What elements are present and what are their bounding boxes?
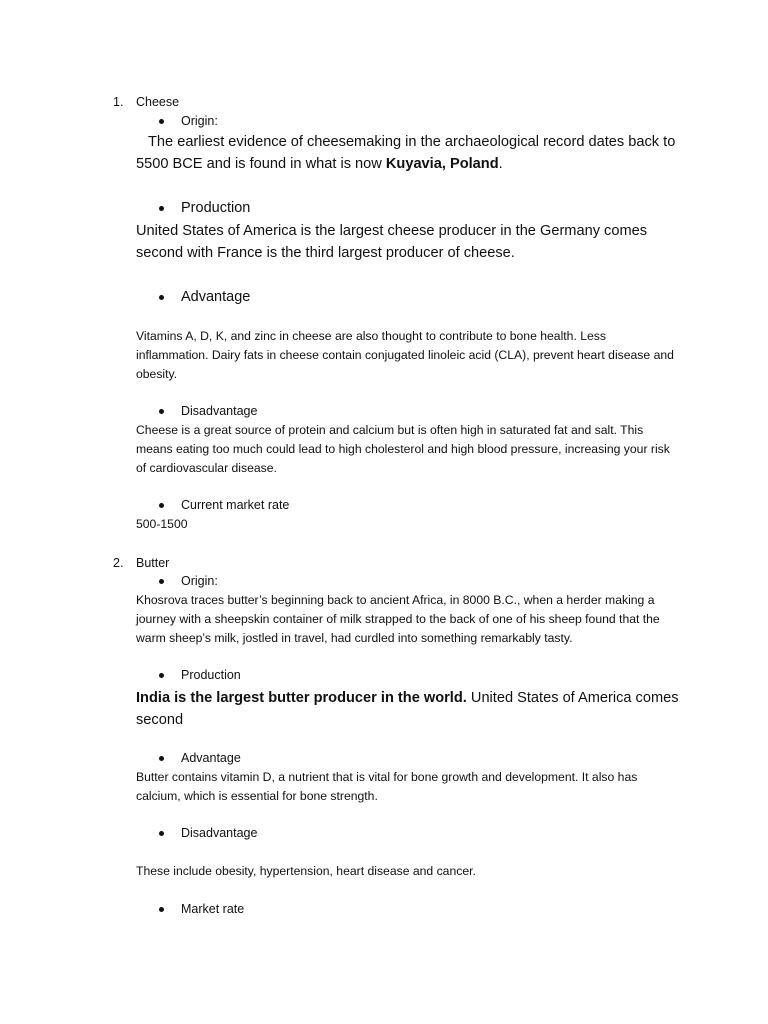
bullet-icon bbox=[159, 503, 164, 508]
cheese-advantage-text: Vitamins A, D, K, and zinc in cheese are also thought to contribute to bone health. Less inflammation. Dairy fats in cheese contain conjugated linoleic acid (CLA), prevent heart disease and obesity. bbox=[136, 329, 674, 381]
bullet-icon bbox=[159, 295, 164, 300]
bullet-icon bbox=[159, 579, 164, 584]
bullet-icon bbox=[159, 831, 164, 836]
list-number-2: 2. bbox=[113, 556, 124, 570]
butter-disadvantage-heading bbox=[181, 826, 257, 840]
cheese-origin-text-main: The earliest evidence of cheesemaking in the archaeological record dates back to 5500 BCE and is found in what is now bbox=[136, 134, 676, 172]
bullet-icon bbox=[159, 907, 164, 912]
butter-production-text bbox=[136, 687, 696, 731]
butter-advantage-heading bbox=[181, 751, 241, 765]
section-title-cheese: Cheese bbox=[136, 95, 180, 109]
bullet-icon bbox=[159, 409, 164, 414]
bullet-icon bbox=[159, 756, 164, 761]
cheese-disadvantage-text: Cheese is a great source of protein and calcium but is often high in saturated fat and salt. This means eating too much could lead to high cholesterol and high blood pressure, increasing your risk of cardiovascular disease. bbox=[136, 423, 670, 475]
cheese-advantage-heading bbox=[181, 289, 250, 305]
bullet-icon bbox=[159, 119, 164, 124]
butter-origin-text: Khosrova traces butter’s beginning back to ancient Africa, in 8000 B.C., when a herder making a journey with a sheepskin container of milk strapped to the back of one of his sheep found that the warm sheep’s milk, jostled in travel, had curdled into something remarkably tasty. bbox=[136, 593, 660, 645]
cheese-production-label: Production bbox=[181, 200, 251, 216]
butter-disadvantage-label: Disadvantage bbox=[181, 826, 258, 840]
section-title-butter: Butter bbox=[136, 556, 170, 570]
cheese-origin-text bbox=[136, 131, 696, 175]
cheese-origin-text-end: . bbox=[498, 156, 503, 172]
butter-production-text-rest: United States of America comes second bbox=[136, 690, 679, 728]
cheese-advantage-label: Advantage bbox=[181, 289, 251, 305]
butter-market-heading bbox=[181, 902, 244, 916]
cheese-production-heading bbox=[181, 200, 250, 216]
cheese-disadvantage-label: Disadvantage bbox=[181, 404, 258, 418]
bullet-icon bbox=[159, 206, 164, 211]
butter-advantage-label: Advantage bbox=[181, 751, 241, 765]
bullet-icon bbox=[159, 673, 164, 678]
cheese-disadvantage-heading bbox=[181, 404, 257, 418]
cheese-origin-label: Origin: bbox=[181, 114, 218, 128]
butter-origin-heading bbox=[181, 574, 218, 588]
list-number-1: 1. bbox=[113, 95, 124, 109]
cheese-market-label: Current market rate bbox=[181, 498, 290, 512]
cheese-market-value: 500-1500 bbox=[136, 517, 188, 531]
cheese-production-text: United States of America is the largest cheese producer in the Germany comes second with France is the third largest producer of cheese. bbox=[136, 223, 648, 261]
butter-disadvantage-text: These include obesity, hypertension, heart disease and cancer. bbox=[136, 864, 476, 878]
butter-production-text-bold: India is the largest butter producer in the world. bbox=[136, 690, 467, 706]
cheese-market-heading bbox=[181, 498, 289, 512]
butter-production-heading bbox=[181, 668, 241, 682]
butter-market-label: Market rate bbox=[181, 902, 245, 916]
cheese-origin-heading bbox=[181, 114, 218, 128]
cheese-origin-place: Kuyavia, Poland bbox=[385, 156, 499, 172]
butter-production-label: Production bbox=[181, 668, 241, 682]
butter-origin-label: Origin: bbox=[181, 574, 218, 588]
butter-advantage-text: Butter contains vitamin D, a nutrient that is vital for bone growth and development. It also has calcium, which is essential for bone strength. bbox=[136, 770, 638, 803]
